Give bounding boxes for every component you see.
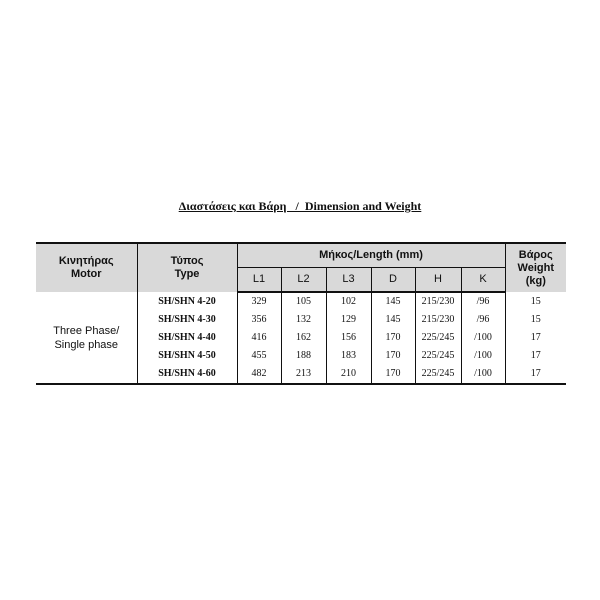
h-cell: 225/245: [415, 365, 461, 384]
l3-cell: 156: [326, 329, 371, 347]
d-cell: 145: [371, 292, 415, 311]
type-cell: SH/SHN 4-60: [137, 365, 237, 384]
d-cell: 170: [371, 329, 415, 347]
h-cell: 225/245: [415, 347, 461, 365]
column-header-d: D: [371, 268, 415, 293]
weight-header-unit: (kg): [525, 274, 546, 287]
weight-header-greek: Βάρος: [518, 248, 553, 261]
h-cell: 225/245: [415, 329, 461, 347]
weight-header-english: Weight: [517, 261, 555, 274]
motor-type-line1: Three Phase/: [53, 324, 120, 337]
l2-cell: 132: [281, 311, 326, 329]
k-cell: /96: [461, 292, 505, 311]
type-cell: SH/SHN 4-20: [137, 292, 237, 311]
l3-cell: 129: [326, 311, 371, 329]
l2-cell: 188: [281, 347, 326, 365]
k-cell: /100: [461, 365, 505, 384]
l1-cell: 356: [237, 311, 281, 329]
k-cell: /96: [461, 311, 505, 329]
l1-cell: 416: [237, 329, 281, 347]
motor-header: [36, 243, 137, 292]
column-header-l3: L3: [326, 268, 371, 293]
column-header-k: K: [461, 268, 505, 293]
type-header-greek: Τύπος: [170, 255, 204, 267]
h-cell: 215/230: [415, 292, 461, 311]
d-cell: 170: [371, 347, 415, 365]
k-cell: /100: [461, 329, 505, 347]
length-header: Μήκος/Length (mm): [237, 243, 505, 268]
l1-cell: 455: [237, 347, 281, 365]
l1-cell: 482: [237, 365, 281, 384]
type-cell: SH/SHN 4-40: [137, 329, 237, 347]
weight-cell: 17: [505, 347, 566, 365]
type-header-english: Type: [174, 268, 200, 280]
type-header: [137, 243, 237, 292]
l2-cell: 162: [281, 329, 326, 347]
column-header-h: H: [415, 268, 461, 293]
type-cell: SH/SHN 4-50: [137, 347, 237, 365]
column-header-l2: L2: [281, 268, 326, 293]
l3-cell: 102: [326, 292, 371, 311]
column-header-l1: L1: [237, 268, 281, 293]
motor-header-english: Motor: [70, 268, 102, 280]
k-cell: /100: [461, 347, 505, 365]
weight-cell: 17: [505, 329, 566, 347]
l1-cell: 329: [237, 292, 281, 311]
l3-cell: 183: [326, 347, 371, 365]
weight-header: [505, 243, 566, 292]
d-cell: 145: [371, 311, 415, 329]
l3-cell: 210: [326, 365, 371, 384]
d-cell: 170: [371, 365, 415, 384]
type-cell: SH/SHN 4-30: [137, 311, 237, 329]
l2-cell: 213: [281, 365, 326, 384]
motor-cell: [36, 292, 137, 384]
h-cell: 215/230: [415, 311, 461, 329]
motor-type-line2: Single phase: [54, 338, 119, 351]
weight-cell: 15: [505, 292, 566, 311]
dimension-weight-table: [36, 242, 566, 385]
weight-cell: 17: [505, 365, 566, 384]
weight-cell: 15: [505, 311, 566, 329]
motor-header-greek: Κινητήρας: [58, 255, 114, 267]
table-row: [36, 292, 566, 311]
l2-cell: 105: [281, 292, 326, 311]
page-title: Διαστάσεις και Βάρη / Dimension and Weight: [178, 199, 422, 213]
